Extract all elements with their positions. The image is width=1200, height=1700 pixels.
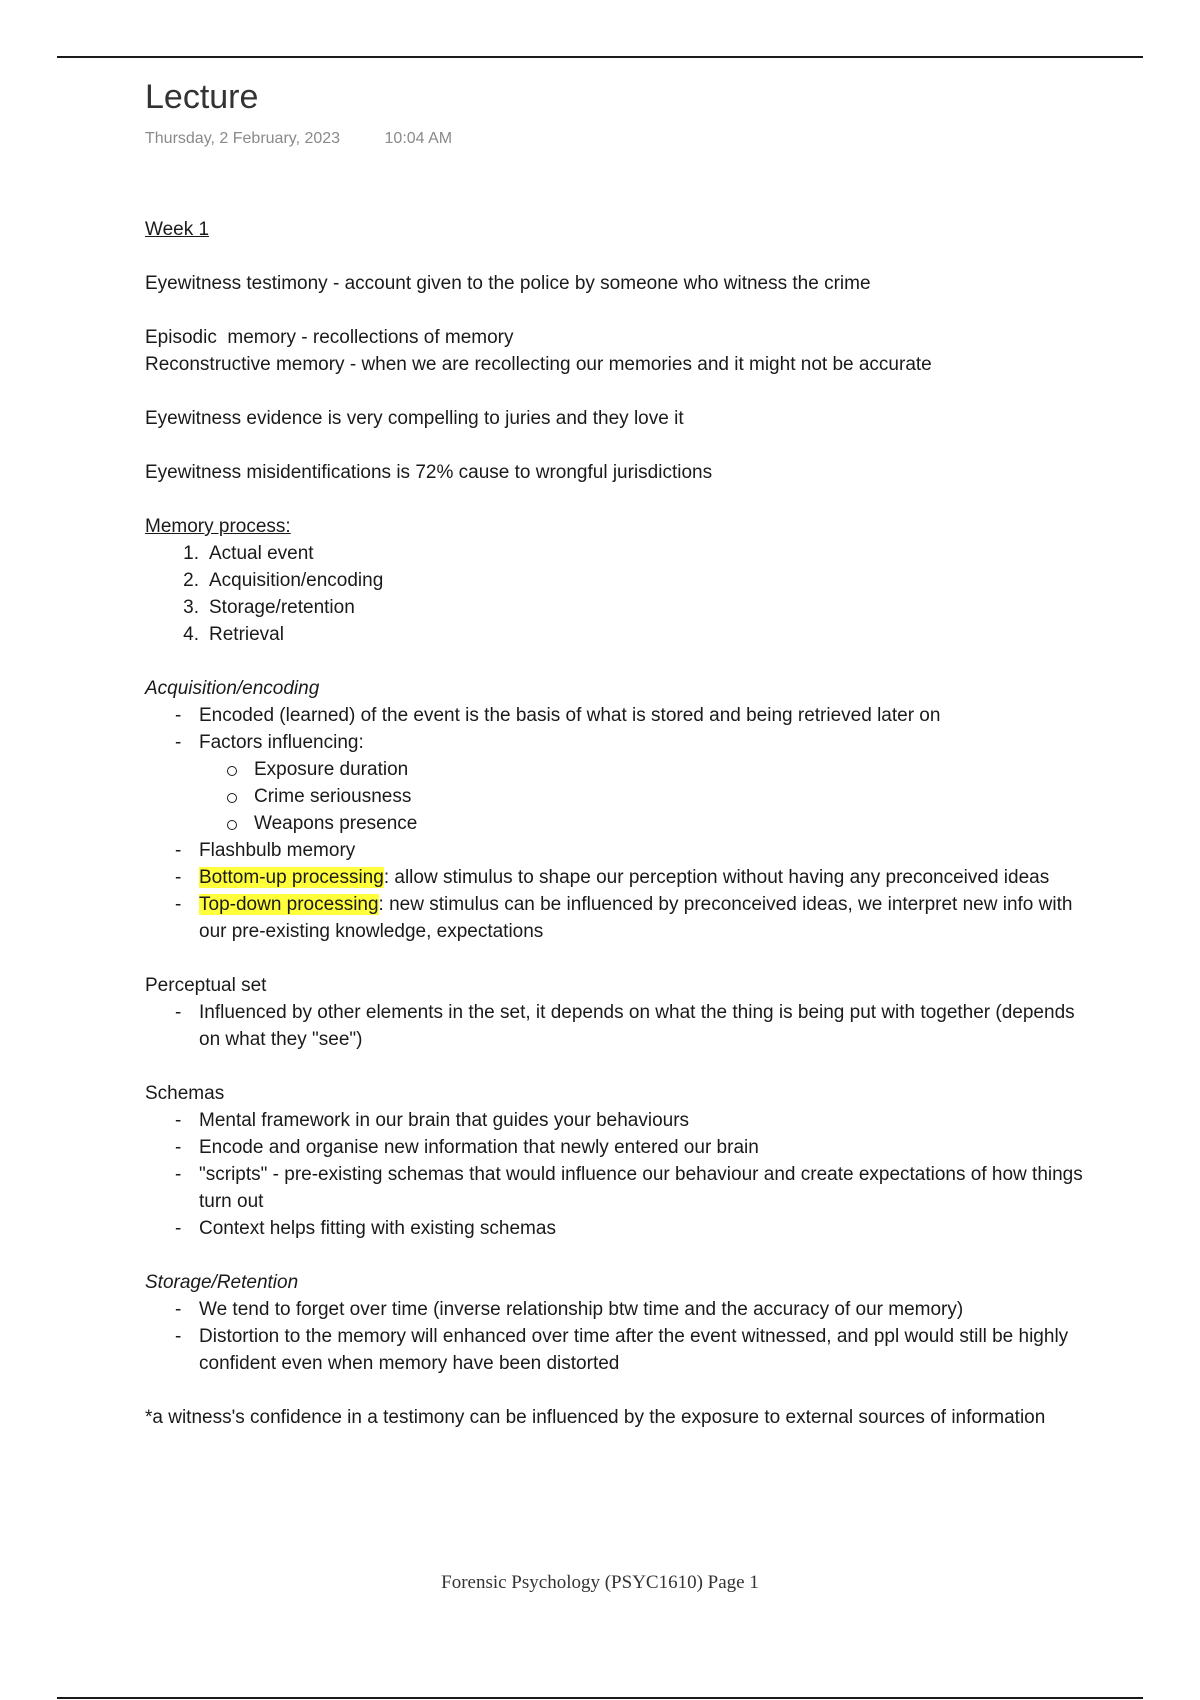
memory-process-list xyxy=(145,540,1085,648)
top-rule xyxy=(57,56,1143,58)
schemas-heading: Schemas xyxy=(145,1083,225,1104)
highlighted-term: Top-down processing xyxy=(199,894,379,915)
list-item: - Influenced by other elements in the set, it depends on what the thing is being put with together (depends on what they "see") xyxy=(145,999,1085,1053)
list-item: - We tend to forget over time (inverse relationship btw time and the accuracy of our memory) xyxy=(145,1296,1085,1323)
list-item: 4. Retrieval xyxy=(183,624,284,645)
eyewitness-testimony-line: Eyewitness testimony - account given to the police by someone who witness the crime xyxy=(145,273,871,294)
list-item: - Context helps fitting with existing schemas xyxy=(145,1215,1085,1242)
sub-list-item: Exposure duration xyxy=(145,756,1085,783)
week-heading: Week 1 xyxy=(145,219,210,240)
confidence-note: *a witness's confidence in a testimony can be influenced by the exposure to external sources of information xyxy=(145,1407,1046,1428)
list-item: 3. Storage/retention xyxy=(183,597,355,618)
misidentifications-line: Eyewitness misidentifications is 72% cause to wrongful jurisdictions xyxy=(145,462,713,483)
memory-process-heading: Memory process: xyxy=(145,516,291,537)
episodic-memory-line: Episodic memory - recollections of memory xyxy=(145,327,514,348)
highlighted-term: Bottom-up processing xyxy=(199,867,384,888)
list-item: - Mental framework in our brain that guides your behaviours xyxy=(145,1107,1085,1134)
note-body xyxy=(145,216,1085,1431)
storage-heading: Storage/Retention xyxy=(145,1272,299,1293)
list-item: - Distortion to the memory will enhanced over time after the event witnessed, and ppl would still be highly confident even when memory have been distorted xyxy=(145,1323,1085,1377)
list-item: - Encode and organise new information that newly entered our brain xyxy=(145,1134,1085,1161)
list-item: - Encoded (learned) of the event is the basis of what is stored and being retrieved later on xyxy=(145,702,1085,729)
reconstructive-memory-line: Reconstructive memory - when we are recollecting our memories and it might not be accurate xyxy=(145,354,932,375)
page-footer: Forensic Psychology (PSYC1610) Page 1 xyxy=(441,1572,759,1593)
page-header xyxy=(145,75,1085,149)
list-item: - Factors influencing: xyxy=(145,729,1085,756)
list-item: - "scripts" - pre-existing schemas that would influence our behaviour and create expectations of how things turn out xyxy=(145,1161,1085,1215)
page-title: Lecture xyxy=(145,78,259,116)
page-date: Thursday, 2 February, 2023 xyxy=(145,130,341,147)
acquisition-heading: Acquisition/encoding xyxy=(145,678,320,699)
sub-list-item: Weapons presence xyxy=(145,810,1085,837)
compelling-line: Eyewitness evidence is very compelling to juries and they love it xyxy=(145,408,684,429)
bottom-rule xyxy=(57,1697,1143,1699)
page-meta xyxy=(145,129,1085,149)
list-item: - Top-down processing: new stimulus can be influenced by preconceived ideas, we interpret new info with our pre-existing knowledge, expectations xyxy=(145,891,1085,945)
list-item: 2. Acquisition/encoding xyxy=(183,570,384,591)
perceptual-set-heading: Perceptual set xyxy=(145,975,267,996)
list-item: 1. Actual event xyxy=(183,543,314,564)
list-item: - Flashbulb memory xyxy=(145,837,1085,864)
sub-list-item: Crime seriousness xyxy=(145,783,1085,810)
list-item: - Bottom-up processing: allow stimulus to shape our perception without having any preconceived ideas xyxy=(145,864,1085,891)
page-time: 10:04 AM xyxy=(384,130,453,147)
